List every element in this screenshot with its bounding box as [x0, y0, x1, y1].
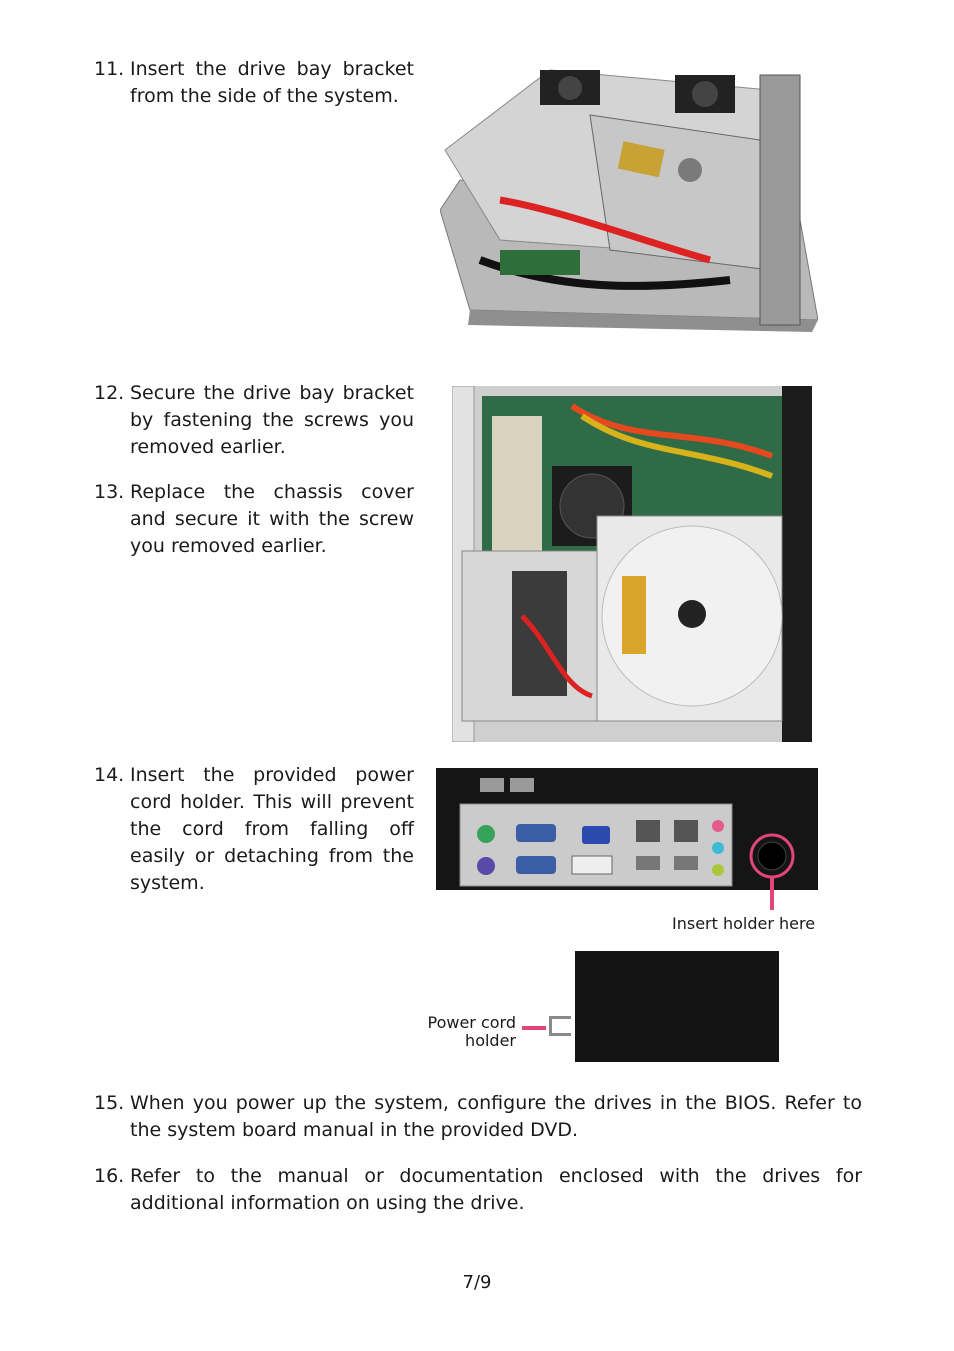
step-text: Insert the drive bay bracket from the side of the system.: [130, 58, 414, 107]
step-number: 13.: [94, 481, 125, 503]
step-number: 11.: [94, 58, 125, 80]
power-cord-holder-icon: [549, 1016, 571, 1036]
step-number: 15.: [94, 1092, 125, 1114]
power-cord-caption-line1: Power cord: [427, 1013, 516, 1032]
photo-power-cord-holder: [575, 951, 779, 1062]
rear-panel-illustration: [436, 768, 818, 892]
chassis-top-illustration: [452, 386, 812, 742]
page-number: 7/9: [462, 1272, 492, 1293]
photo-chassis-top-view: [452, 386, 812, 742]
step-text: When you power up the system, configure the drives in the BIOS. Refer to the system board manual in the provided DVD.: [130, 1092, 862, 1141]
callout-line: [770, 876, 774, 892]
power-cord-caption-line2: holder: [465, 1031, 516, 1050]
photo-rear-panel: [436, 768, 818, 892]
insert-holder-caption: Insert holder here: [672, 914, 816, 933]
power-cord-caption: [424, 1014, 516, 1050]
step-text: Secure the drive bay bracket by fastening the screws you removed earlier.: [130, 382, 414, 458]
step-number: 14.: [94, 764, 125, 786]
step-number: 12.: [94, 382, 125, 404]
callout-line-extension: [770, 892, 774, 910]
step-text: Refer to the manual or documentation enclosed with the drives for additional information on using the drive.: [130, 1165, 862, 1214]
step-text: Insert the provided power cord holder. This will prevent the cord from falling off easily or detaching from the system.: [130, 764, 414, 894]
photo-drive-bay-bracket-insert: [440, 60, 818, 332]
power-cord-callout-line: [522, 1026, 546, 1030]
chassis-side-illustration: [440, 60, 818, 332]
step-text: Replace the chassis cover and secure it with the screw you removed earlier.: [130, 481, 414, 557]
step-number: 16.: [94, 1165, 125, 1187]
